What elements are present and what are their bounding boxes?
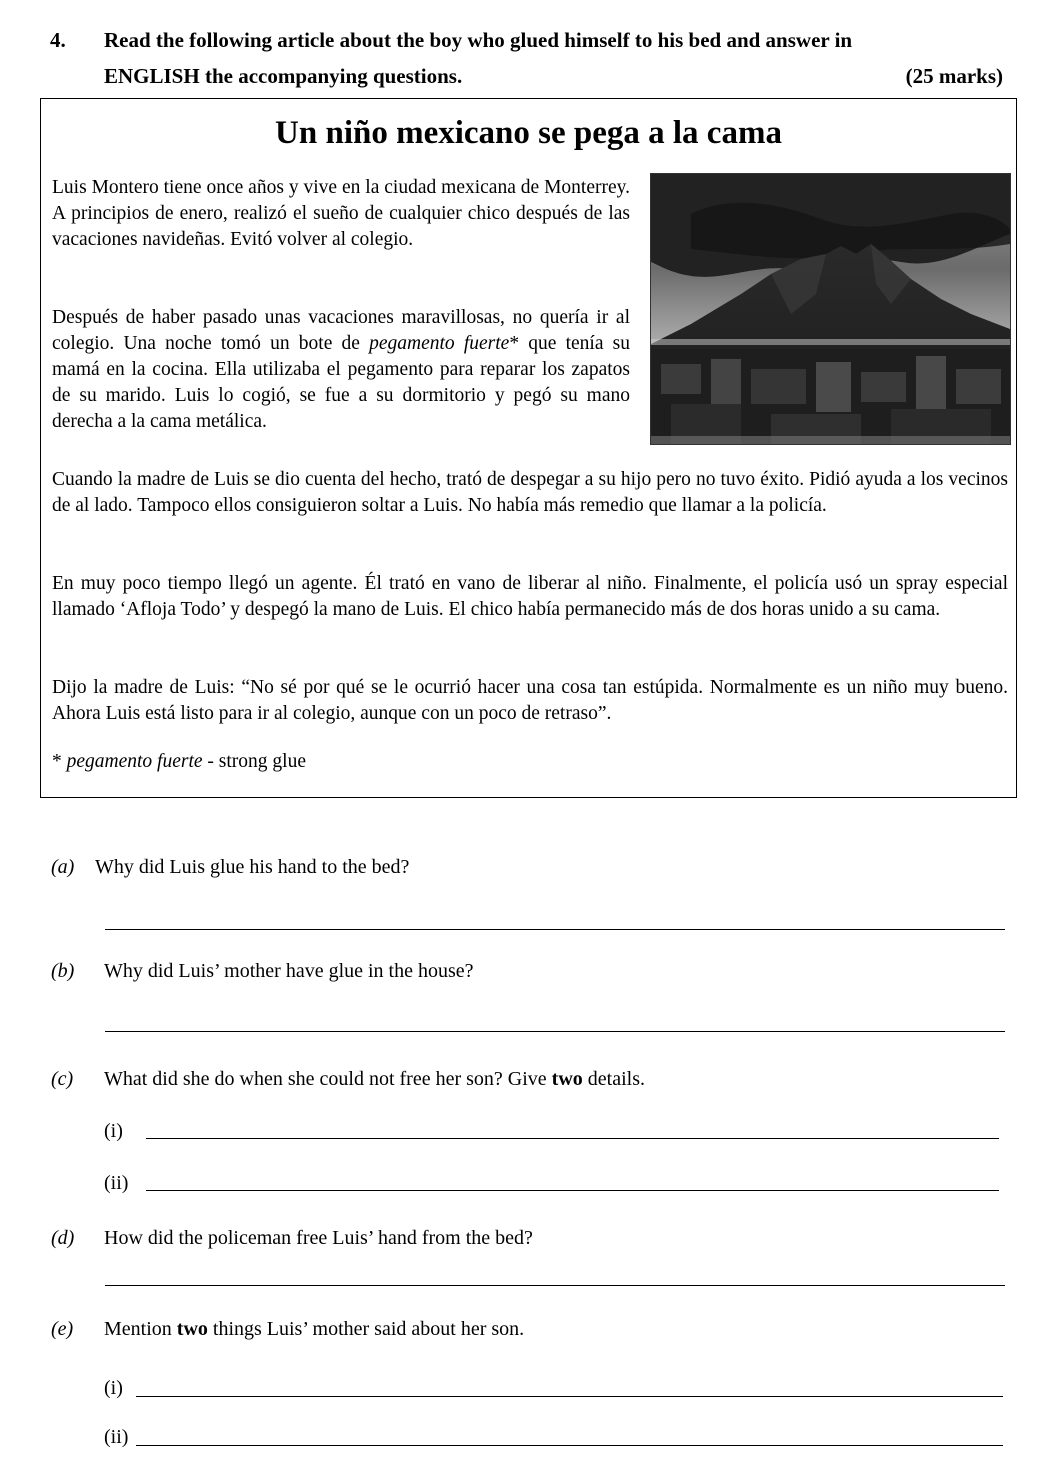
question-e-sub-ii: (ii) <box>104 1426 129 1448</box>
question-marks: (25 marks) <box>905 64 1003 88</box>
question-number: 4. <box>50 28 66 52</box>
question-c-text-pre: What did she do when she could not free her son? Give <box>104 1068 552 1090</box>
question-instruction-line2: ENGLISH the accompanying questions. <box>104 64 463 88</box>
question-e-text-pre: Mention <box>104 1318 177 1340</box>
question-a-text: Why did Luis glue his hand to the bed? <box>95 856 410 878</box>
question-e-label: (e) <box>51 1318 74 1340</box>
footnote-term: pegamento fuerte <box>66 751 203 772</box>
question-c-text <box>104 1067 645 1091</box>
article-paragraph-2 <box>52 305 630 435</box>
question-c-text-post: details. <box>582 1068 645 1090</box>
photo-illustration <box>651 174 1010 444</box>
question-c-sub-ii: (ii) <box>104 1172 129 1194</box>
article-box <box>40 98 1017 798</box>
question-e-text-post: things Luis’ mother said about her son. <box>207 1318 525 1340</box>
answer-line-e-ii[interactable] <box>136 1445 1003 1446</box>
question-b-text: Why did Luis’ mother have glue in the house? <box>104 960 474 982</box>
question-instruction-line1: Read the following article about the boy who glued himself to his bed and answer in <box>104 28 853 52</box>
article-paragraph-5: Dijo la madre de Luis: “No sé por qué se le ocurrió hacer una cosa tan estúpida. Normalmente es un niño muy bueno. Ahora Luis está listo para ir al colegio, aunque con un poco de retraso”. <box>52 677 1008 724</box>
question-a-label: (a) <box>51 856 75 878</box>
question-c-sub-i: (i) <box>104 1120 123 1142</box>
monterrey-mountain-photo <box>650 173 1011 445</box>
footnote-star: * <box>52 751 67 772</box>
answer-line-a[interactable] <box>105 929 1005 930</box>
question-e-sub-i: (i) <box>104 1377 123 1399</box>
paragraph-2-text-a: Después de haber pasado unas vacaciones maravillosas, no quería ir al colegio. Una noche tomó un bote de <box>52 307 630 354</box>
answer-line-b[interactable] <box>105 1031 1005 1032</box>
question-d-label: (d) <box>51 1227 75 1249</box>
footnote-translation: - strong glue <box>202 751 306 772</box>
article-title: Un niño mexicano se pega a la cama <box>275 115 782 151</box>
answer-line-c-ii[interactable] <box>146 1190 999 1191</box>
answer-line-c-i[interactable] <box>146 1138 999 1139</box>
article-paragraph-3: Cuando la madre de Luis se dio cuenta del hecho, trató de despegar a su hijo pero no tuvo éxito. Pidió ayuda a los vecinos de al lado. Tampoco ellos consiguieron soltar a Luis. No había más remedio que llamar a la policía. <box>52 469 1008 516</box>
answer-line-d[interactable] <box>105 1285 1005 1286</box>
article-footnote <box>52 749 1008 775</box>
question-b-label: (b) <box>51 960 75 982</box>
question-c-label: (c) <box>51 1068 74 1090</box>
article-paragraph-1: Luis Montero tiene once años y vive en la ciudad mexicana de Monterrey. A principios de enero, realizó el sueño de cualquier chico después de las vacaciones navideñas. Evitó volver al colegio. <box>52 177 630 250</box>
question-c-emphasis: two <box>551 1068 583 1090</box>
question-e-emphasis: two <box>176 1318 208 1340</box>
article-paragraph-4: En muy poco tiempo llegó un agente. Él trató en vano de liberar al niño. Finalmente, el policía usó un spray especial llamado ‘Afloja Todo’ y despegó la mano de Luis. El chico había permanecido más de dos horas unido a su cama. <box>52 573 1008 620</box>
question-e-text <box>104 1317 524 1341</box>
question-d-text: How did the policeman free Luis’ hand from the bed? <box>104 1227 533 1249</box>
glue-term: pegamento fuerte <box>369 333 510 354</box>
answer-line-e-i[interactable] <box>136 1396 1003 1397</box>
paragraph-2-text-b: * que tenía su mamá en la cocina. Ella utilizaba el pegamento para reparar los zapatos de su marido. Luis lo cogió, se fue a su dormitorio y pegó su mano derecha a la cama metálica. <box>52 333 631 432</box>
